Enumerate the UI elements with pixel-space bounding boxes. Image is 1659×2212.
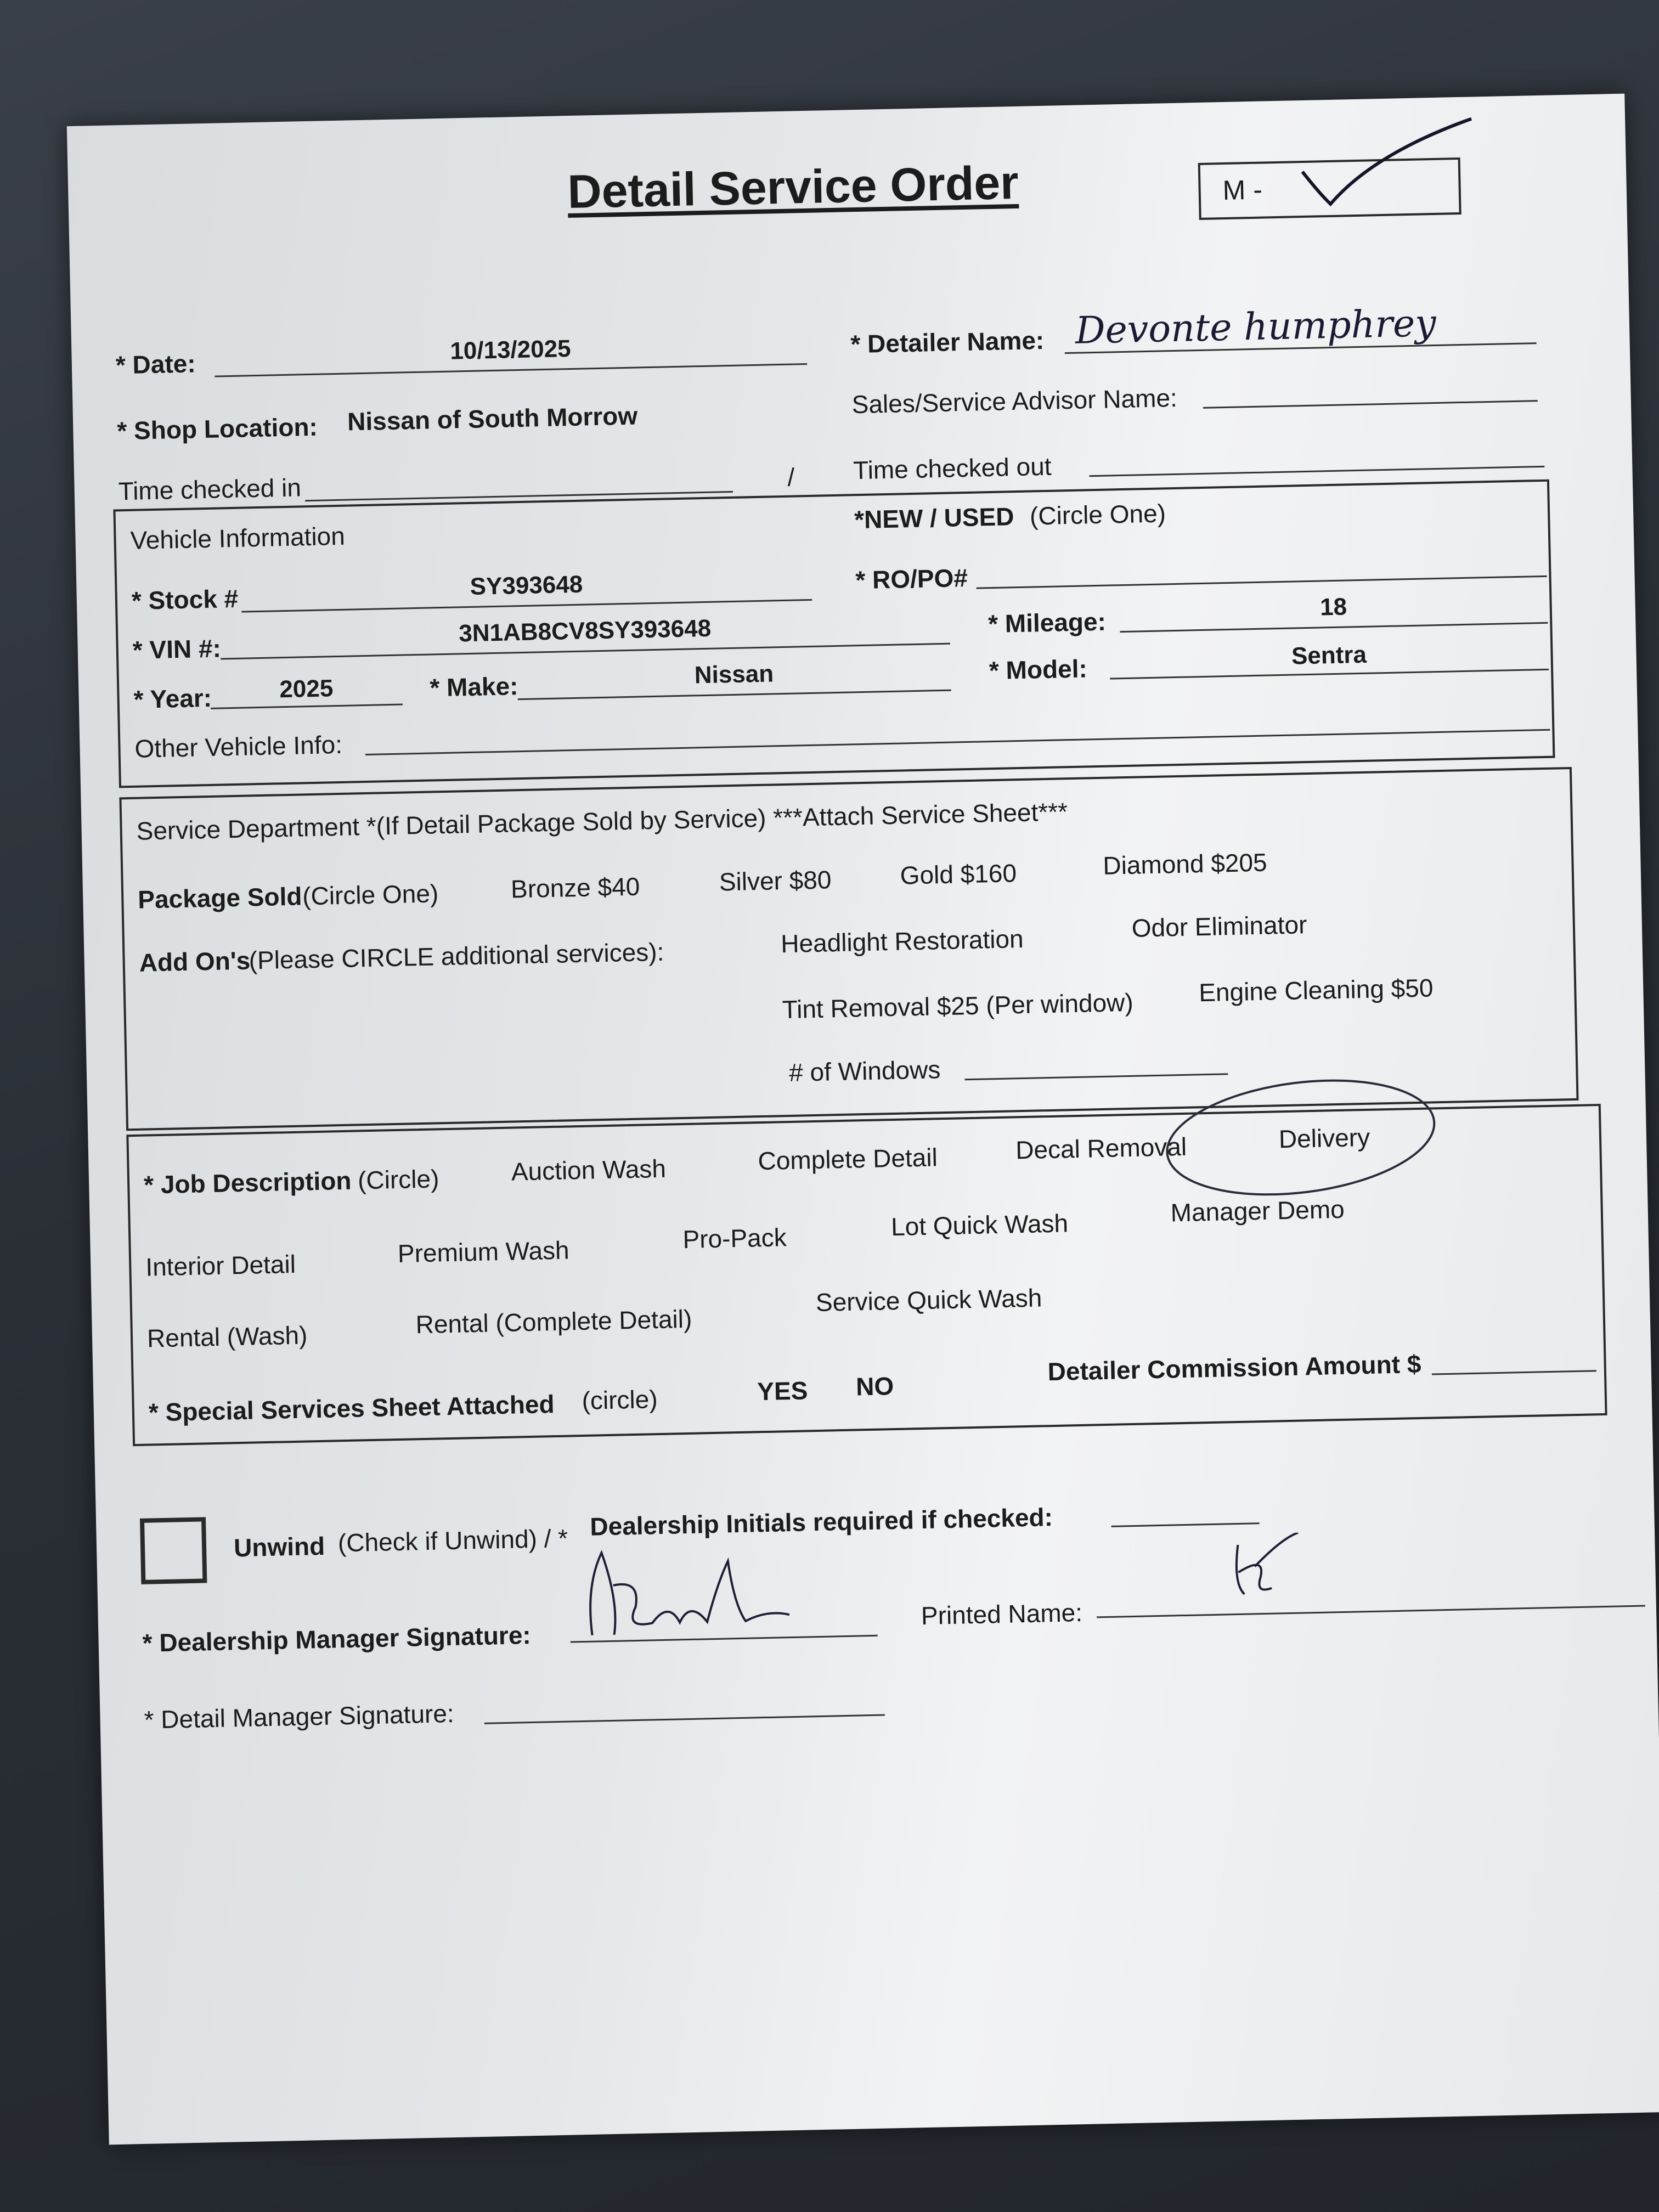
job-premium-wash[interactable]: Premium Wash bbox=[397, 1235, 570, 1268]
job-complete-detail[interactable]: Complete Detail bbox=[758, 1143, 938, 1176]
unwind-checkbox[interactable] bbox=[140, 1517, 207, 1584]
job-label: * Job Description bbox=[143, 1166, 352, 1199]
stock-value[interactable]: SY393648 bbox=[470, 571, 583, 600]
vin-value[interactable]: 3N1AB8CV8SY393648 bbox=[458, 614, 712, 647]
make-value[interactable]: Nissan bbox=[694, 660, 774, 689]
addon-tint[interactable]: Tint Removal $25 (Per window) bbox=[782, 988, 1134, 1024]
stock-label: * Stock # bbox=[131, 584, 239, 615]
form-title: Detail Service Order bbox=[567, 156, 1019, 219]
printed-name-line bbox=[1097, 1605, 1645, 1618]
detail-signature-label: * Detail Manager Signature: bbox=[144, 1699, 455, 1734]
special-services-label: * Special Services Sheet Attached bbox=[148, 1390, 555, 1427]
advisor-label: Sales/Service Advisor Name: bbox=[851, 383, 1178, 419]
year-label: * Year: bbox=[133, 683, 212, 714]
service-header: Service Department *(If Detail Package Sold by Service) ***Attach Service Sheet*** bbox=[136, 797, 1068, 845]
package-silver[interactable]: Silver $80 bbox=[719, 865, 832, 896]
other-info-label: Other Vehicle Info: bbox=[134, 730, 343, 763]
shop-label: * Shop Location: bbox=[116, 412, 318, 445]
ropo-label: * RO/PO# bbox=[855, 563, 968, 595]
mileage-value[interactable]: 18 bbox=[1319, 593, 1347, 621]
make-label: * Make: bbox=[429, 672, 518, 702]
job-rental-wash[interactable]: Rental (Wash) bbox=[146, 1321, 308, 1353]
new-used-hint: (Circle One) bbox=[1029, 499, 1166, 531]
unwind-label: Unwind bbox=[233, 1531, 325, 1562]
job-service-quick-wash[interactable]: Service Quick Wash bbox=[815, 1283, 1042, 1317]
service-order-sheet bbox=[67, 94, 1659, 2145]
job-pro-pack[interactable]: Pro-Pack bbox=[682, 1223, 787, 1254]
package-label: Package Sold bbox=[137, 882, 302, 914]
addon-headlight[interactable]: Headlight Restoration bbox=[780, 924, 1024, 958]
date-value[interactable]: 10/13/2025 bbox=[449, 335, 572, 365]
package-diamond[interactable]: Diamond $205 bbox=[1102, 848, 1268, 880]
shop-value: Nissan of South Morrow bbox=[347, 401, 638, 436]
job-delivery[interactable]: Delivery bbox=[1278, 1122, 1370, 1154]
initials-line bbox=[1111, 1522, 1260, 1527]
package-hint: (Circle One) bbox=[302, 879, 439, 911]
vehicle-section-label: Vehicle Information bbox=[130, 521, 346, 555]
model-label: * Model: bbox=[989, 654, 1088, 685]
m-box-label: M - bbox=[1222, 174, 1263, 206]
date-label: * Date: bbox=[115, 349, 196, 380]
time-separator: / bbox=[787, 462, 795, 492]
job-decal-removal[interactable]: Decal Removal bbox=[1015, 1132, 1187, 1165]
printed-name-initials-mark bbox=[1221, 1532, 1311, 1611]
time-in-label: Time checked in bbox=[118, 473, 302, 506]
special-yes[interactable]: YES bbox=[757, 1376, 808, 1406]
unwind-hint: (Check if Unwind) / * bbox=[337, 1523, 568, 1558]
package-gold[interactable]: Gold $160 bbox=[900, 859, 1017, 890]
initials-label: Dealership Initials required if checked: bbox=[589, 1503, 1053, 1541]
mileage-label: * Mileage: bbox=[988, 607, 1107, 639]
addons-label: Add On's bbox=[139, 946, 251, 977]
special-no[interactable]: NO bbox=[855, 1372, 894, 1401]
addons-hint: (Please CIRCLE additional services): bbox=[249, 937, 664, 975]
time-out-line bbox=[1090, 466, 1545, 477]
job-auction-wash[interactable]: Auction Wash bbox=[511, 1154, 667, 1186]
addon-odor[interactable]: Odor Eliminator bbox=[1131, 910, 1307, 943]
job-hint: (Circle) bbox=[357, 1164, 439, 1195]
vin-label: * VIN #: bbox=[132, 634, 222, 664]
commission-label: Detailer Commission Amount $ bbox=[1047, 1349, 1421, 1386]
new-used-label: *NEW / USED bbox=[854, 502, 1014, 534]
detail-signature-line bbox=[484, 1714, 885, 1724]
printed-name-label: Printed Name: bbox=[921, 1598, 1083, 1630]
job-rental-complete[interactable]: Rental (Complete Detail) bbox=[415, 1304, 692, 1339]
special-services-hint: (circle) bbox=[582, 1385, 658, 1415]
advisor-line bbox=[1203, 400, 1538, 409]
dm-signature-mark bbox=[579, 1515, 812, 1646]
windows-label: # of Windows bbox=[788, 1055, 941, 1087]
package-bronze[interactable]: Bronze $40 bbox=[510, 872, 640, 904]
delivery-circle-mark bbox=[1156, 1069, 1444, 1206]
time-out-label: Time checked out bbox=[853, 452, 1052, 485]
checkmark-icon bbox=[1296, 108, 1479, 216]
job-lot-quick-wash[interactable]: Lot Quick Wash bbox=[890, 1209, 1069, 1242]
job-manager-demo[interactable]: Manager Demo bbox=[1170, 1194, 1345, 1227]
dm-signature-label: * Dealership Manager Signature: bbox=[142, 1621, 532, 1657]
year-value[interactable]: 2025 bbox=[279, 675, 334, 703]
model-value[interactable]: Sentra bbox=[1291, 641, 1367, 670]
detailer-value[interactable]: Devonte humphrey bbox=[1075, 301, 1437, 353]
addon-engine[interactable]: Engine Cleaning $50 bbox=[1198, 973, 1434, 1007]
detailer-label: * Detailer Name: bbox=[850, 325, 1045, 359]
job-interior-detail[interactable]: Interior Detail bbox=[145, 1249, 296, 1282]
